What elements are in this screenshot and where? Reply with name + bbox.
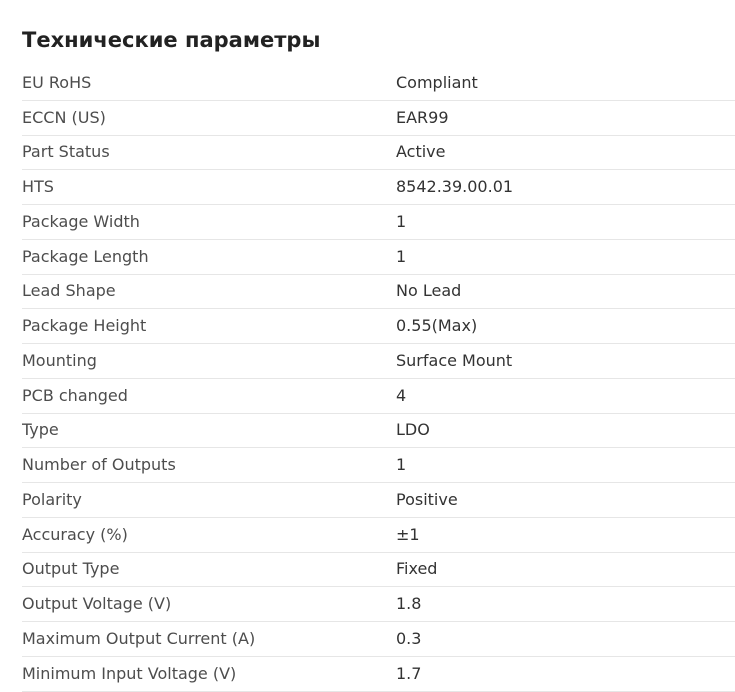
spec-row-pcb-changed xyxy=(22,379,735,414)
specs-table xyxy=(22,66,735,692)
spec-row-maximum-output-current xyxy=(22,622,735,657)
spec-row-hts xyxy=(22,170,735,205)
spec-row-package-length xyxy=(22,240,735,275)
spec-value: 4 xyxy=(396,385,407,405)
spec-value: 1 xyxy=(396,211,407,231)
spec-label: Package Length xyxy=(22,246,149,266)
spec-row-mounting xyxy=(22,344,735,379)
spec-label: ECCN (US) xyxy=(22,107,106,127)
spec-row-minimum-input-voltage xyxy=(22,657,735,692)
spec-label: Output Type xyxy=(22,559,120,579)
spec-label: Number of Outputs xyxy=(22,455,176,475)
spec-value: Positive xyxy=(396,489,458,509)
spec-row-output-type xyxy=(22,553,735,588)
spec-value: 0.3 xyxy=(396,628,422,648)
spec-label: Maximum Output Current (A) xyxy=(22,628,256,648)
spec-value: Surface Mount xyxy=(396,350,513,370)
spec-row-lead-shape xyxy=(22,275,735,310)
spec-label: HTS xyxy=(22,177,54,197)
spec-value: 0.55(Max) xyxy=(396,316,478,336)
spec-value: LDO xyxy=(396,420,430,440)
spec-value: Active xyxy=(396,142,446,162)
spec-row-output-voltage xyxy=(22,587,735,622)
spec-value: ±1 xyxy=(396,524,420,544)
spec-value: EAR99 xyxy=(396,107,449,127)
spec-value: No Lead xyxy=(396,281,462,301)
section-title: Технические параметры xyxy=(22,28,321,52)
spec-value: 1 xyxy=(396,246,407,266)
spec-row-type xyxy=(22,414,735,449)
spec-label: Package Width xyxy=(22,211,140,231)
spec-label: PCB changed xyxy=(22,385,128,405)
spec-label: Part Status xyxy=(22,142,110,162)
spec-row-number-of-outputs xyxy=(22,448,735,483)
spec-row-polarity xyxy=(22,483,735,518)
spec-row-package-height xyxy=(22,309,735,344)
spec-value: 1.7 xyxy=(396,663,422,683)
spec-label: Output Voltage (V) xyxy=(22,594,172,614)
spec-label: Accuracy (%) xyxy=(22,524,128,544)
spec-row-part-status xyxy=(22,136,735,171)
spec-label: Mounting xyxy=(22,350,97,370)
spec-label: EU RoHS xyxy=(22,72,92,92)
spec-row-eccn-us xyxy=(22,101,735,136)
spec-label: Lead Shape xyxy=(22,281,116,301)
spec-value: Fixed xyxy=(396,559,438,579)
spec-value: 1 xyxy=(396,455,407,475)
spec-label: Package Height xyxy=(22,316,147,336)
spec-label: Type xyxy=(22,420,59,440)
spec-value: Compliant xyxy=(396,72,478,92)
spec-value: 8542.39.00.01 xyxy=(396,177,514,197)
spec-label: Minimum Input Voltage (V) xyxy=(22,663,237,683)
spec-label: Polarity xyxy=(22,489,82,509)
spec-row-package-width xyxy=(22,205,735,240)
spec-row-eu-rohs xyxy=(22,66,735,101)
spec-row-accuracy xyxy=(22,518,735,553)
spec-value: 1.8 xyxy=(396,594,422,614)
